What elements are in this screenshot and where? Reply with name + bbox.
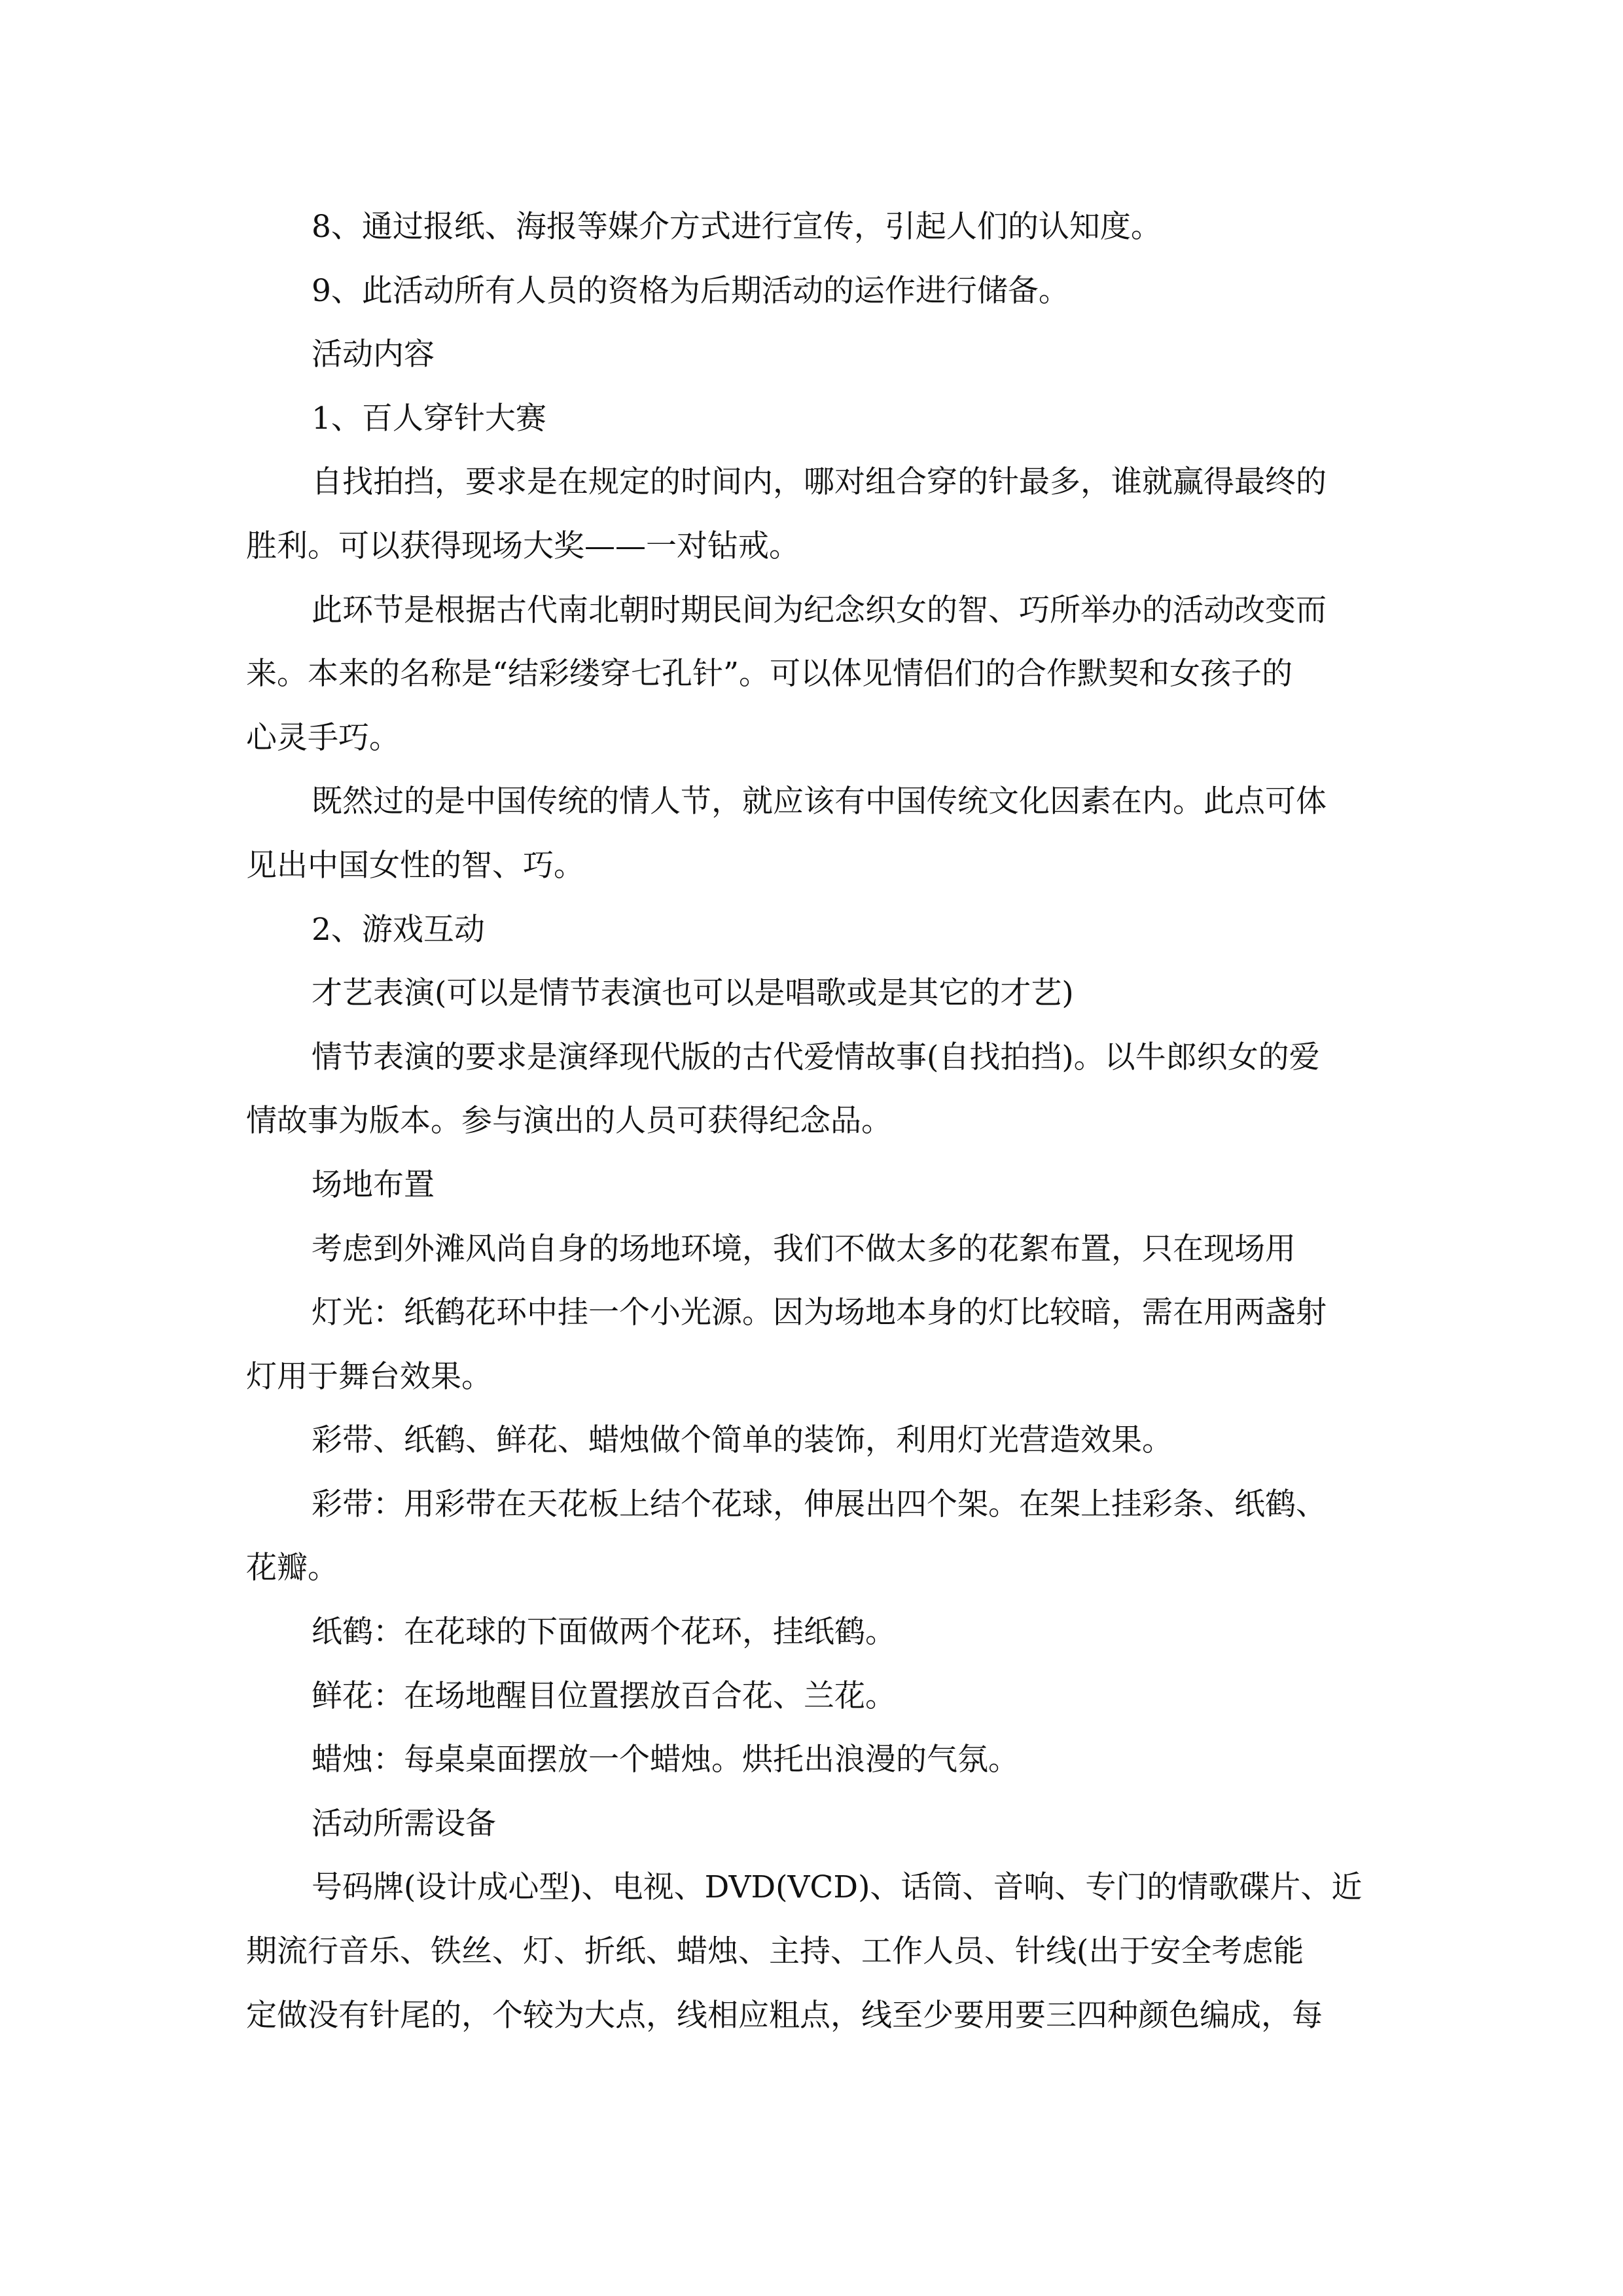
text-line: 情节表演的要求是演绎现代版的古代爱情故事(自找拍挡)。以牛郎织女的爱 bbox=[312, 1039, 1320, 1075]
paragraph bbox=[246, 961, 1398, 1026]
text-line: 2、游戏互动 bbox=[312, 911, 485, 948]
paragraph bbox=[246, 1026, 1398, 1153]
text-line: 胜利。可以获得现场大奖——一对钻戒。 bbox=[246, 528, 800, 564]
paragraph bbox=[246, 1281, 1398, 1408]
text-line: 纸鹤：在花球的下面做两个花环，挂纸鹤。 bbox=[312, 1614, 896, 1651]
text-line: 来。本来的名称是“结彩缕穿七孔针”。可以体见情侣们的合作默契和女孩子的 bbox=[246, 656, 1293, 692]
text-line: 心灵手巧。 bbox=[246, 719, 400, 756]
text-line: 花瓣。 bbox=[246, 1550, 338, 1587]
paragraph bbox=[246, 387, 1398, 451]
text-line: 情故事为版本。参与演出的人员可获得纪念品。 bbox=[246, 1103, 892, 1139]
paragraph bbox=[246, 770, 1398, 897]
text-line: 此环节是根据古代南北朝时期民间为纪念织女的智、巧所举办的活动改变而 bbox=[312, 592, 1327, 628]
paragraph bbox=[246, 1153, 1398, 1217]
paragraph bbox=[246, 1664, 1398, 1729]
text-line: 考虑到外滩风尚自身的场地环境，我们不做太多的花絮布置，只在现场用 bbox=[312, 1230, 1296, 1267]
text-line: 号码牌(设计成心型)、电视、DVD(VCD)、话筒、音响、专门的情歌碟片、近 bbox=[312, 1869, 1363, 1906]
text-line: 蜡烛：每桌桌面摆放一个蜡烛。烘托出浪漫的气氛。 bbox=[312, 1742, 1019, 1778]
paragraph bbox=[246, 195, 1398, 259]
paragraph bbox=[246, 1600, 1398, 1664]
paragraph bbox=[246, 1473, 1398, 1600]
text-line: 1、百人穿针大赛 bbox=[312, 400, 546, 437]
text-line: 既然过的是中国传统的情人节，就应该有中国传统文化因素在内。此点可体 bbox=[312, 783, 1327, 820]
paragraph bbox=[246, 1856, 1398, 2047]
text-line: 期流行音乐、铁丝、灯、折纸、蜡烛、主持、工作人员、针线(出于安全考虑能 bbox=[246, 1933, 1304, 1970]
text-line: 鲜花：在场地醒目位置摆放百合花、兰花。 bbox=[312, 1677, 896, 1714]
paragraph bbox=[246, 259, 1398, 323]
text-line: 9、此活动所有人员的资格为后期活动的运作进行储备。 bbox=[312, 272, 1069, 309]
text-line: 才艺表演(可以是情节表演也可以是唱歌或是其它的才艺) bbox=[312, 975, 1074, 1012]
text-line: 场地布置 bbox=[312, 1166, 435, 1203]
document-body bbox=[246, 195, 1398, 2047]
paragraph bbox=[246, 1792, 1398, 1856]
text-line: 8、通过报纸、海报等媒介方式进行宣传，引起人们的认知度。 bbox=[312, 209, 1162, 245]
text-line: 自找拍挡，要求是在规定的时间内，哪对组合穿的针最多，谁就赢得最终的 bbox=[312, 464, 1327, 501]
paragraph bbox=[246, 579, 1398, 770]
paragraph bbox=[246, 1408, 1398, 1473]
text-line: 活动内容 bbox=[312, 336, 435, 373]
text-line: 灯光：纸鹤花环中挂一个小光源。因为场地本身的灯比较暗，需在用两盏射 bbox=[312, 1295, 1327, 1331]
text-line: 活动所需设备 bbox=[312, 1805, 496, 1842]
text-line: 定做没有针尾的，个较为大点，线相应粗点，线至少要用要三四种颜色编成，每 bbox=[246, 1997, 1323, 2034]
text-line: 彩带、纸鹤、鲜花、蜡烛做个简单的装饰，利用灯光营造效果。 bbox=[312, 1422, 1173, 1459]
paragraph bbox=[246, 323, 1398, 387]
paragraph bbox=[246, 1217, 1398, 1282]
paragraph bbox=[246, 450, 1398, 578]
paragraph bbox=[246, 1728, 1398, 1792]
text-line: 灯用于舞台效果。 bbox=[246, 1358, 492, 1395]
text-line: 见出中国女性的智、巧。 bbox=[246, 847, 584, 884]
paragraph bbox=[246, 898, 1398, 962]
text-line: 彩带：用彩带在天花板上结个花球，伸展出四个架。在架上挂彩条、纸鹤、 bbox=[312, 1486, 1327, 1522]
